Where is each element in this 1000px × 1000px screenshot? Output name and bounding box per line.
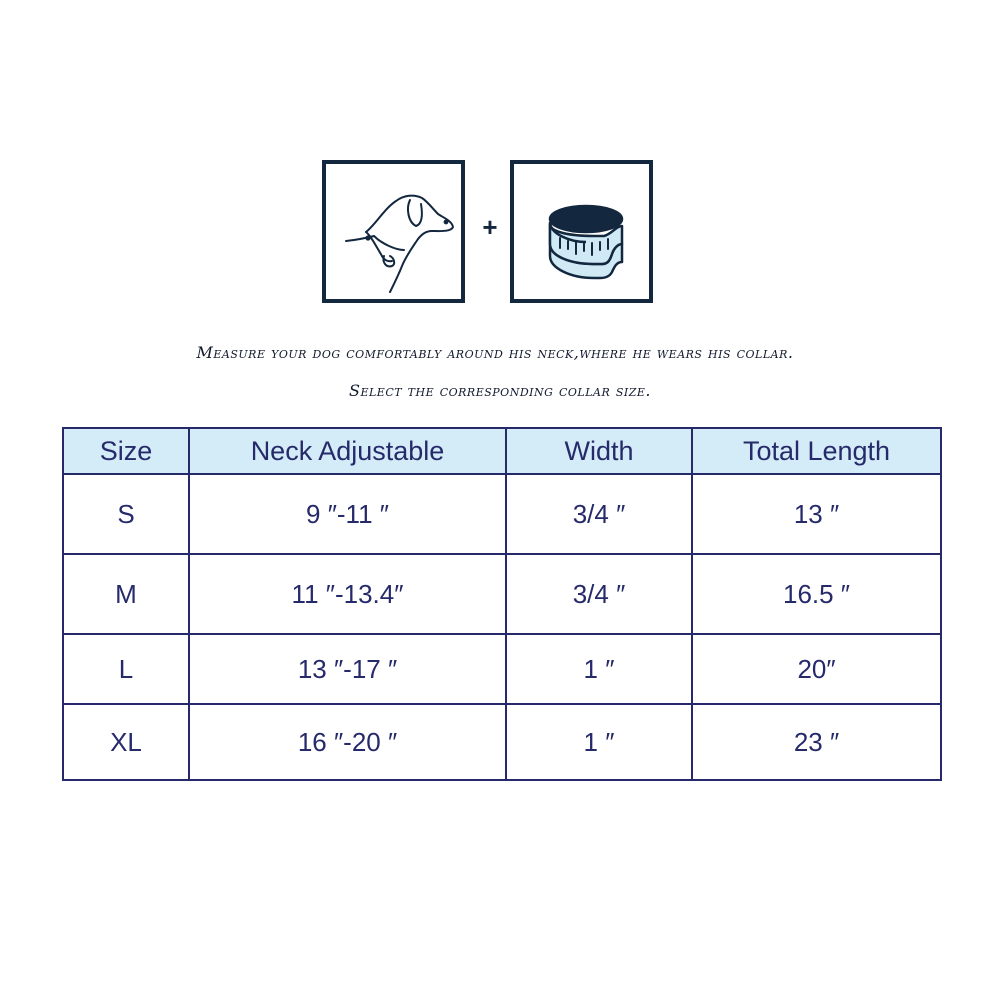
cell-length: 16.5 ″ <box>692 554 941 634</box>
cell-width: 1 ″ <box>506 704 692 780</box>
cell-width: 3/4 ″ <box>506 554 692 634</box>
header-total-length: Total Length <box>692 428 941 474</box>
cell-size: XL <box>63 704 189 780</box>
dog-icon <box>326 164 461 299</box>
table-row <box>63 634 941 704</box>
cell-size: M <box>63 554 189 634</box>
cell-length: 20″ <box>692 634 941 704</box>
table-row <box>63 704 941 780</box>
cell-length: 23 ″ <box>692 704 941 780</box>
cell-length: 13 ″ <box>692 474 941 554</box>
collar-size-table <box>62 427 942 781</box>
instruction-select-size: Select the corresponding collar size. <box>349 381 651 400</box>
dog-neck-icon-box <box>322 160 465 303</box>
measuring-tape-icon <box>514 164 649 299</box>
measuring-tape-icon-box <box>510 160 653 303</box>
cell-neck: 16 ″-20 ″ <box>189 704 506 780</box>
cell-width: 3/4 ″ <box>506 474 692 554</box>
cell-neck: 13 ″-17 ″ <box>189 634 506 704</box>
table-row <box>63 554 941 634</box>
plus-sign: + <box>482 212 498 242</box>
cell-neck: 9 ″-11 ″ <box>189 474 506 554</box>
table-header-row <box>63 428 941 474</box>
cell-neck: 11 ″-13.4″ <box>189 554 506 634</box>
header-size: Size <box>63 428 189 474</box>
header-width: Width <box>506 428 692 474</box>
cell-size: S <box>63 474 189 554</box>
header-neck-adjustable: Neck Adjustable <box>189 428 506 474</box>
cell-width: 1 ″ <box>506 634 692 704</box>
instruction-measure: Measure your dog comfortably around his neck,where he wears his collar. <box>196 343 794 362</box>
table-row <box>63 474 941 554</box>
cell-size: L <box>63 634 189 704</box>
